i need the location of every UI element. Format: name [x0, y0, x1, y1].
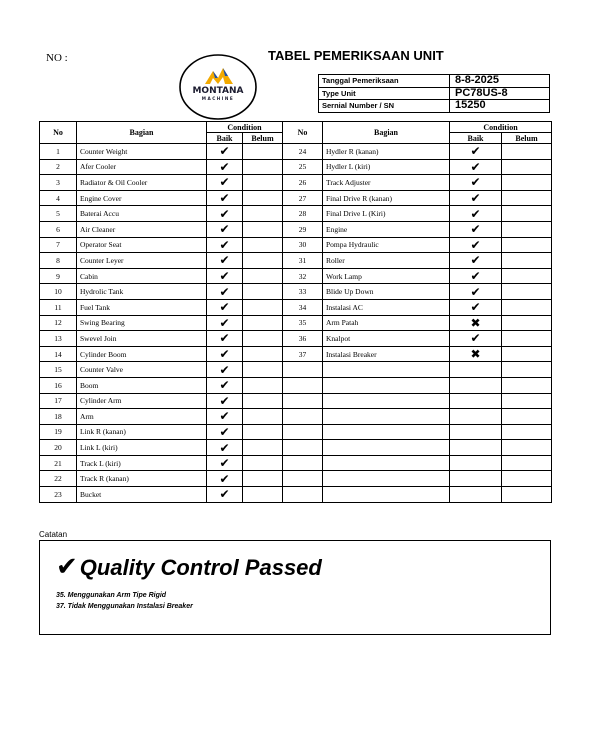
- item-number: [283, 471, 323, 487]
- table-row: [40, 237, 552, 253]
- item-number: 13: [40, 331, 77, 347]
- item-number: 24: [283, 144, 323, 160]
- item-name: Instalasi Breaker: [323, 346, 450, 362]
- condition-good: ✔: [207, 377, 243, 393]
- table-row: [40, 393, 552, 409]
- item-name: [323, 377, 450, 393]
- item-name: Counter Leyer: [77, 253, 207, 269]
- item-number: 2: [40, 159, 77, 175]
- condition-not-yet: [502, 315, 552, 331]
- condition-not-yet: [502, 190, 552, 206]
- info-value: 15250: [450, 100, 550, 113]
- condition-good: ✖: [450, 346, 502, 362]
- header-part: Bagian: [77, 122, 207, 144]
- header-part: Bagian: [323, 122, 450, 144]
- condition-not-yet: [502, 237, 552, 253]
- item-name: Knalpot: [323, 331, 450, 347]
- condition-not-yet: [502, 268, 552, 284]
- logo-text-bottom: MACHINE: [201, 96, 235, 101]
- item-name: Hydrolic Tank: [77, 284, 207, 300]
- item-number: 36: [283, 331, 323, 347]
- condition-good: ✖: [450, 315, 502, 331]
- condition-not-yet: [502, 159, 552, 175]
- condition-not-yet: [243, 144, 283, 160]
- condition-good: ✔: [207, 206, 243, 222]
- item-name: Boom: [77, 377, 207, 393]
- info-row: [319, 100, 550, 113]
- info-label: Tanggal Pemeriksaan: [319, 75, 450, 88]
- item-name: [323, 487, 450, 503]
- item-number: [283, 440, 323, 456]
- condition-not-yet: [502, 299, 552, 315]
- condition-good: ✔: [450, 331, 502, 347]
- item-name: Track L (kiri): [77, 455, 207, 471]
- table-row: [40, 190, 552, 206]
- item-number: [283, 455, 323, 471]
- info-label: Sernial Number / SN: [319, 100, 450, 113]
- condition-not-yet: [502, 284, 552, 300]
- condition-good: ✔: [207, 315, 243, 331]
- inspection-table: [39, 121, 552, 503]
- condition-not-yet: [502, 440, 552, 456]
- condition-not-yet: [243, 393, 283, 409]
- condition-good: ✔: [207, 346, 243, 362]
- table-row: [40, 221, 552, 237]
- header-condition: Condition: [207, 122, 283, 133]
- condition-not-yet: [502, 253, 552, 269]
- item-number: 11: [40, 299, 77, 315]
- condition-not-yet: [502, 346, 552, 362]
- item-name: [323, 409, 450, 425]
- item-name: Final Drive L (Kiri): [323, 206, 450, 222]
- no-label: NO :: [46, 52, 68, 64]
- condition-not-yet: [502, 377, 552, 393]
- condition-good: [450, 487, 502, 503]
- item-name: Fuel Tank: [77, 299, 207, 315]
- info-label: Type Unit: [319, 87, 450, 100]
- table-row: [40, 424, 552, 440]
- table-row: [40, 455, 552, 471]
- condition-good: ✔: [207, 424, 243, 440]
- condition-good: ✔: [207, 471, 243, 487]
- condition-good: ✔: [207, 299, 243, 315]
- condition-not-yet: [243, 377, 283, 393]
- item-name: Swevel Join: [77, 331, 207, 347]
- condition-good: [450, 424, 502, 440]
- condition-not-yet: [502, 331, 552, 347]
- item-number: 1: [40, 144, 77, 160]
- condition-good: [450, 471, 502, 487]
- item-name: Cabin: [77, 268, 207, 284]
- condition-not-yet: [502, 144, 552, 160]
- montana-logo: [178, 53, 258, 121]
- condition-good: ✔: [207, 393, 243, 409]
- item-number: [283, 424, 323, 440]
- header-condition: Condition: [450, 122, 552, 133]
- condition-not-yet: [502, 409, 552, 425]
- item-name: Instalasi AC: [323, 299, 450, 315]
- header-not-yet: Belum: [502, 133, 552, 144]
- item-number: 32: [283, 268, 323, 284]
- item-name: [323, 471, 450, 487]
- info-value: PC78US-8: [450, 87, 550, 100]
- condition-not-yet: [243, 299, 283, 315]
- item-number: 21: [40, 455, 77, 471]
- item-number: 4: [40, 190, 77, 206]
- item-name: Cylinder Arm: [77, 393, 207, 409]
- condition-good: ✔: [450, 299, 502, 315]
- condition-good: ✔: [207, 237, 243, 253]
- item-name: Engine Cover: [77, 190, 207, 206]
- table-row: [40, 284, 552, 300]
- item-name: Arm Patah: [323, 315, 450, 331]
- item-name: Blide Up Down: [323, 284, 450, 300]
- condition-not-yet: [243, 346, 283, 362]
- item-name: Bucket: [77, 487, 207, 503]
- item-number: 18: [40, 409, 77, 425]
- header-good: Baik: [450, 133, 502, 144]
- condition-not-yet: [243, 284, 283, 300]
- item-name: Counter Valve: [77, 362, 207, 378]
- table-row: [40, 346, 552, 362]
- item-number: 15: [40, 362, 77, 378]
- condition-good: ✔: [207, 268, 243, 284]
- item-name: Track Adjuster: [323, 175, 450, 191]
- item-number: 7: [40, 237, 77, 253]
- item-name: Operator Seat: [77, 237, 207, 253]
- table-row: [40, 299, 552, 315]
- item-name: Roller: [323, 253, 450, 269]
- condition-good: ✔: [207, 284, 243, 300]
- logo-text-top: MONTANA: [192, 86, 244, 96]
- condition-good: ✔: [450, 175, 502, 191]
- item-number: 5: [40, 206, 77, 222]
- item-number: [283, 393, 323, 409]
- condition-not-yet: [243, 268, 283, 284]
- table-row: [40, 315, 552, 331]
- info-row: [319, 75, 550, 88]
- condition-good: ✔: [207, 253, 243, 269]
- table-row: [40, 268, 552, 284]
- item-number: 25: [283, 159, 323, 175]
- condition-not-yet: [243, 331, 283, 347]
- item-number: 10: [40, 284, 77, 300]
- unit-info-table: [318, 74, 550, 113]
- item-name: Cylinder Boom: [77, 346, 207, 362]
- item-number: 31: [283, 253, 323, 269]
- condition-good: ✔: [207, 175, 243, 191]
- item-number: 6: [40, 221, 77, 237]
- note-line: 35. Menggunakan Arm Tipe Rigid: [56, 592, 167, 599]
- info-value: 8-8-2025: [450, 75, 550, 88]
- item-number: 20: [40, 440, 77, 456]
- item-number: 23: [40, 487, 77, 503]
- item-number: 22: [40, 471, 77, 487]
- item-number: 30: [283, 237, 323, 253]
- item-number: 9: [40, 268, 77, 284]
- qc-headline-text: Quality Control Passed: [79, 555, 322, 580]
- table-row: [40, 159, 552, 175]
- item-number: 27: [283, 190, 323, 206]
- condition-not-yet: [502, 221, 552, 237]
- item-number: 28: [283, 206, 323, 222]
- item-name: Link R (kanan): [77, 424, 207, 440]
- item-name: Baterai Accu: [77, 206, 207, 222]
- condition-not-yet: [243, 487, 283, 503]
- item-number: 8: [40, 253, 77, 269]
- condition-not-yet: [243, 159, 283, 175]
- condition-not-yet: [502, 393, 552, 409]
- condition-not-yet: [502, 206, 552, 222]
- header-no: No: [283, 122, 323, 144]
- condition-good: ✔: [450, 221, 502, 237]
- condition-not-yet: [243, 237, 283, 253]
- condition-not-yet: [243, 455, 283, 471]
- condition-not-yet: [243, 424, 283, 440]
- condition-not-yet: [502, 175, 552, 191]
- item-number: 26: [283, 175, 323, 191]
- condition-good: ✔: [450, 206, 502, 222]
- condition-good: ✔: [450, 144, 502, 160]
- item-name: Link L (kiri): [77, 440, 207, 456]
- item-name: Engine: [323, 221, 450, 237]
- table-row: [40, 471, 552, 487]
- condition-good: [450, 455, 502, 471]
- table-row: [40, 175, 552, 191]
- item-name: Radiator & Oil Cooler: [77, 175, 207, 191]
- condition-not-yet: [502, 471, 552, 487]
- table-row: [40, 331, 552, 347]
- item-number: 12: [40, 315, 77, 331]
- condition-not-yet: [502, 455, 552, 471]
- item-name: Hydler R (kanan): [323, 144, 450, 160]
- condition-not-yet: [243, 409, 283, 425]
- condition-not-yet: [243, 221, 283, 237]
- page-title: TABEL PEMERIKSAAN UNIT: [268, 48, 444, 63]
- item-number: 29: [283, 221, 323, 237]
- header-not-yet: Belum: [243, 133, 283, 144]
- item-number: 16: [40, 377, 77, 393]
- condition-not-yet: [243, 206, 283, 222]
- table-row: [40, 409, 552, 425]
- condition-good: ✔: [207, 144, 243, 160]
- condition-good: [450, 409, 502, 425]
- condition-not-yet: [243, 362, 283, 378]
- condition-good: [450, 362, 502, 378]
- item-name: Arm: [77, 409, 207, 425]
- condition-good: ✔: [450, 190, 502, 206]
- condition-good: ✔: [450, 268, 502, 284]
- item-number: 17: [40, 393, 77, 409]
- item-name: Air Cleaner: [77, 221, 207, 237]
- condition-not-yet: [502, 487, 552, 503]
- item-name: Afer Cooler: [77, 159, 207, 175]
- condition-good: [450, 377, 502, 393]
- item-number: 37: [283, 346, 323, 362]
- condition-good: ✔: [207, 409, 243, 425]
- condition-good: ✔: [450, 237, 502, 253]
- condition-good: ✔: [207, 159, 243, 175]
- item-name: Pompa Hydraulic: [323, 237, 450, 253]
- item-name: Work Lamp: [323, 268, 450, 284]
- item-name: Track R (kanan): [77, 471, 207, 487]
- condition-good: [450, 440, 502, 456]
- check-icon: ✔: [56, 552, 78, 582]
- item-name: [323, 424, 450, 440]
- header-no: No: [40, 122, 77, 144]
- item-number: [283, 377, 323, 393]
- table-row: [40, 440, 552, 456]
- item-name: [323, 440, 450, 456]
- item-name: [323, 393, 450, 409]
- condition-not-yet: [243, 471, 283, 487]
- table-row: [40, 362, 552, 378]
- table-row: [40, 253, 552, 269]
- condition-good: ✔: [207, 455, 243, 471]
- inspection-table-body: [40, 144, 552, 503]
- item-name: Hydler L (kiri): [323, 159, 450, 175]
- condition-not-yet: [243, 190, 283, 206]
- condition-not-yet: [502, 424, 552, 440]
- condition-not-yet: [243, 315, 283, 331]
- item-number: [283, 362, 323, 378]
- condition-good: ✔: [450, 253, 502, 269]
- condition-good: ✔: [207, 221, 243, 237]
- condition-good: ✔: [450, 159, 502, 175]
- note-line: 37. Tidak Menggunakan Instalasi Breaker: [56, 603, 193, 610]
- condition-good: ✔: [207, 331, 243, 347]
- qc-headline: [56, 552, 322, 582]
- condition-good: ✔: [207, 362, 243, 378]
- condition-good: ✔: [450, 284, 502, 300]
- item-number: [283, 487, 323, 503]
- item-name: Counter Weight: [77, 144, 207, 160]
- condition-good: [450, 393, 502, 409]
- item-number: 35: [283, 315, 323, 331]
- item-name: [323, 362, 450, 378]
- condition-not-yet: [502, 362, 552, 378]
- table-row: [40, 206, 552, 222]
- header-good: Baik: [207, 133, 243, 144]
- item-number: 34: [283, 299, 323, 315]
- condition-not-yet: [243, 440, 283, 456]
- condition-good: ✔: [207, 487, 243, 503]
- item-name: Swing Bearing: [77, 315, 207, 331]
- table-row: [40, 487, 552, 503]
- table-row: [40, 377, 552, 393]
- info-row: [319, 87, 550, 100]
- item-number: [283, 409, 323, 425]
- item-number: 14: [40, 346, 77, 362]
- condition-good: ✔: [207, 190, 243, 206]
- condition-not-yet: [243, 253, 283, 269]
- item-number: 3: [40, 175, 77, 191]
- item-name: Final Drive R (kanan): [323, 190, 450, 206]
- condition-good: ✔: [207, 440, 243, 456]
- item-name: [323, 455, 450, 471]
- condition-not-yet: [243, 175, 283, 191]
- item-number: 19: [40, 424, 77, 440]
- notes-label: Catatan: [39, 530, 68, 539]
- table-row: [40, 144, 552, 160]
- item-number: 33: [283, 284, 323, 300]
